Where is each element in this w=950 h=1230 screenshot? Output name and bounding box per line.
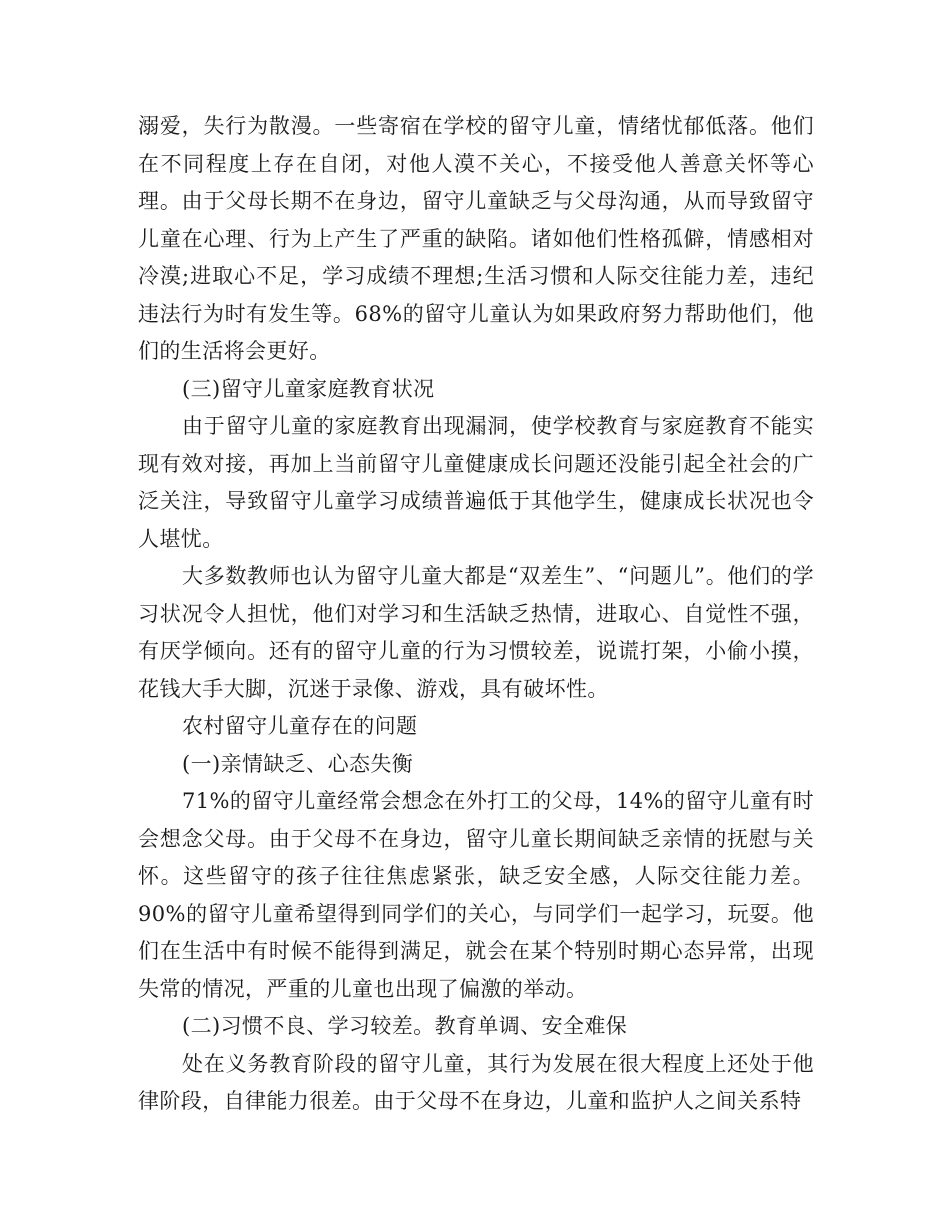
paragraph-continuation: 溺爱，失行为散漫。一些寄宿在学校的留守儿童，情绪忧郁低落。他们在不同程度上存在自闭，对他人漠不关心，不接受他人善意关怀等心理。由于父母长期不在身边，留守儿童缺乏与父母沟通，从而导致留守儿童在心理、行为上产生了严重的缺陷。诸如他们性格孤僻，情感相对冷漠;进取心不足，学习成绩不理想;生活习惯和人际交往能力差，违纪违法行为时有发生等。68%的留守儿童认为如果政府努力帮助他们，他们的生活将会更好。 — [138, 114, 814, 363]
paragraph-habits: 处在义务教育阶段的留守儿童，其行为发展在很大程度上还处于他律阶段，自律能力很差。由于父母不在身边，儿童和监护人之间关系特 — [138, 1051, 814, 1113]
subsection-heading-habits: (二)习惯不良、学习较差。教育单调、安全难保 — [182, 1014, 628, 1038]
subsection-heading-affection: (一)亲情缺乏、心态失衡 — [182, 751, 414, 776]
paragraph-teacher-views: 大多数教师也认为留守儿童大都是“双差生”、“问题儿”。他们的学习状况令人担忧，他们对学习和生活缺乏热情，进取心、自觉性不强，有厌学倾向。还有的留守儿童的行为习惯较差，说谎打架，小偷小摸，花钱大手大脚，沉迷于录像、游戏，具有破坏性。 — [138, 564, 814, 701]
section-heading-problems: 农村留守儿童存在的问题 — [182, 714, 418, 738]
document-body — [138, 108, 814, 1121]
section-heading-family-education: (三)留守儿童家庭教育状况 — [182, 376, 435, 401]
paragraph-affection: 71%的留守儿童经常会想念在外打工的父母，14%的留守儿童有时会想念父母。由于父母不在身边，留守儿童长期间缺乏亲情的抚慰与关怀。这些留守的孩子往往焦虑紧张，缺乏安全感，人际交往能力差。90%的留守儿童希望得到同学们的关心，与同学们一起学习，玩耍。他们在生活中有时候不能得到满足，就会在某个特别时期心态异常，出现失常的情况，严重的儿童也出现了偏激的举动。 — [138, 789, 814, 1001]
paragraph-family-education: 由于留守儿童的家庭教育出现漏洞，使学校教育与家庭教育不能实现有效对接，再加上当前留守儿童健康成长问题还没能引起全社会的广泛关注，导致留守儿童学习成绩普遍低于其他学生，健康成长状况也令人堪忧。 — [138, 414, 814, 551]
